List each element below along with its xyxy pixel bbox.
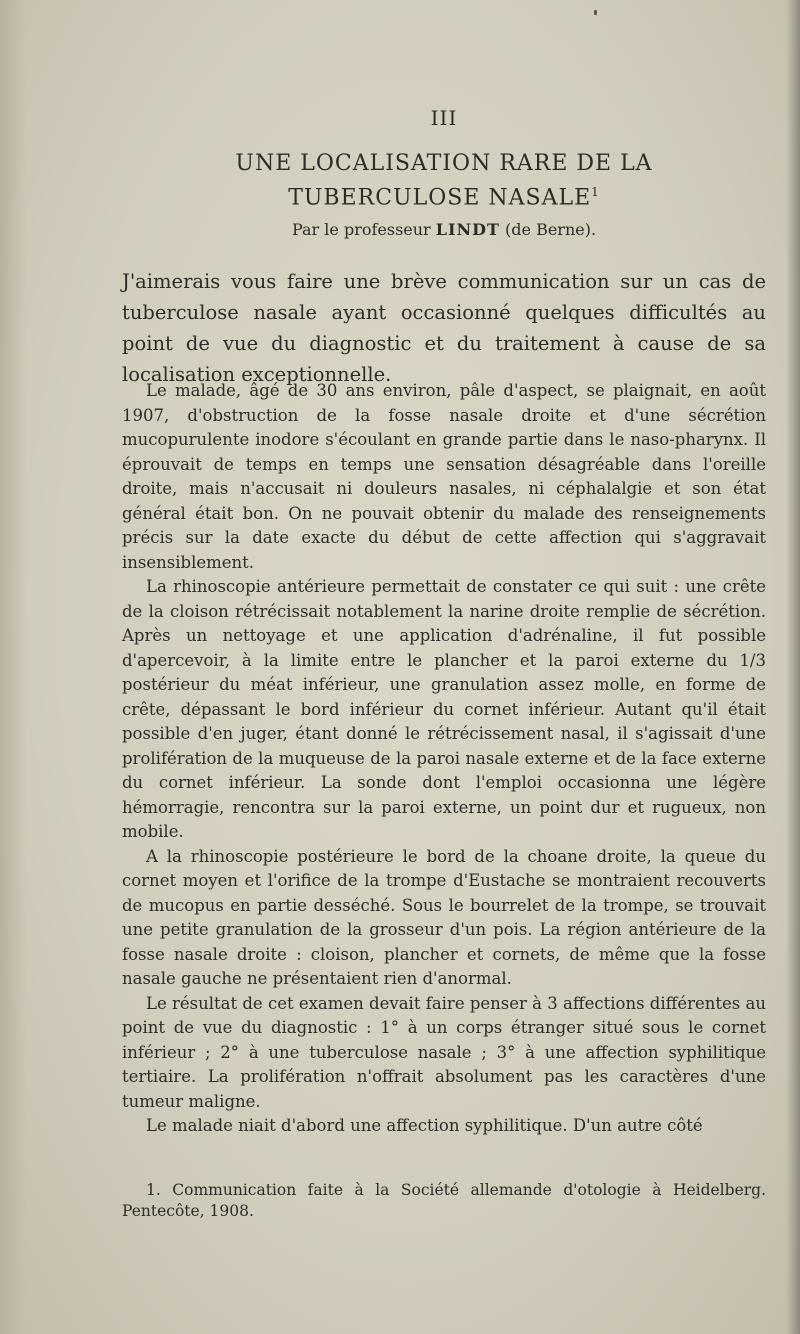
body-paragraph: Le malade, âgé de 30 ans environ, pâle d'aspect, se plaignait, en août 1907, d'obstruction de la fosse nasale droite et d'une sécrétion mucopurulente inodore s'écoulant en grande partie dans le naso-pharynx. Il éprouvait de temps en temps une sensation désagréable dans l'oreille droite, mais n'accusait ni douleurs nasales, ni céphalalgie et son état général était bon. On ne pouvait obtenir du malade des renseignements précis sur la date exacte du début de cette affection qui s'aggravait insensiblement. (122, 381, 766, 572)
byline-suffix: (de Berne). (505, 220, 597, 239)
page-gutter-shadow (0, 0, 26, 1334)
title-footnote-mark: 1 (591, 185, 600, 199)
chapter-number: III (430, 106, 458, 130)
body-paragraph: A la rhinoscopie postérieure le bord de la choane droite, la queue du cornet moyen et l'orifice de la trompe d'Eustache se montraient recouverts de mucopus en partie desséché. Sous le bourrelet de la trompe, se trouvait une petite granulation de la grosseur d'un pois. La région antérieure de la fosse nasale droite : cloison, plancher et cornets, de même que la fosse nasale gauche ne présentaient rien d'anormal. (122, 846, 766, 988)
footnote: 1. Communication faite à la Société allemande d'otologie à Heidelberg. Pentecôte, 1908. (122, 1181, 766, 1220)
byline (122, 220, 766, 239)
ink-speck (594, 10, 597, 15)
article-title (122, 150, 766, 212)
body-paragraph: Le résultat de cet examen devait faire penser à 3 affections différentes au point de vue du diagnostic : 1° à un corps étranger situé sous le cornet inférieur ; 2° à une tuberculose nasale ; 3° à une affection syphilitique tertiaire. La prolifération n'offrait absolument pas les caractères d'une tumeur maligne. (122, 993, 766, 1111)
body-paragraph: La rhinoscopie antérieure permettait de constater ce qui suit : une crête de la cloison rétrécissait notablement la narine droite remplie de sécrétion. Après un nettoyage et une application d'adrénaline, il fut possible d'apercevoir, à la limite entre le plancher et la paroi externe du 1/3 postérieur du méat inférieur, une granulation assez molle, en forme de crête, dépassant le bord inférieur du cornet inférieur. Autant qu'il était possible d'en juger, étant donné le rétrécissement nasal, il s'agissait d'une prolifération de la muqueuse de la paroi nasale externe et de la face externe du cornet inférieur. La sonde dont l'emploi occasionna une légère hémorragie, rencontra sur la paroi externe, un point dur et rugueux, non mobile. (122, 577, 766, 841)
intro-paragraph: J'aimerais vous faire une brève communication sur un cas de tuberculose nasale ayant occasionné quelques difficultés au point de vue du diagnostic et du traitement à cause de sa localisation exceptionnelle. (122, 270, 766, 386)
body-paragraph: Le malade niait d'abord une affection syphilitique. D'un autre côté (146, 1116, 703, 1135)
body-text (122, 379, 766, 1139)
byline-prefix: Par le professeur (291, 220, 431, 239)
title-line-1: UNE LOCALISATION RARE DE LA (235, 151, 653, 176)
page-edge-shadow (786, 0, 800, 1334)
title-line-2: TUBERCULOSE NASALE (288, 185, 592, 211)
byline-author: LINDT (435, 220, 500, 239)
